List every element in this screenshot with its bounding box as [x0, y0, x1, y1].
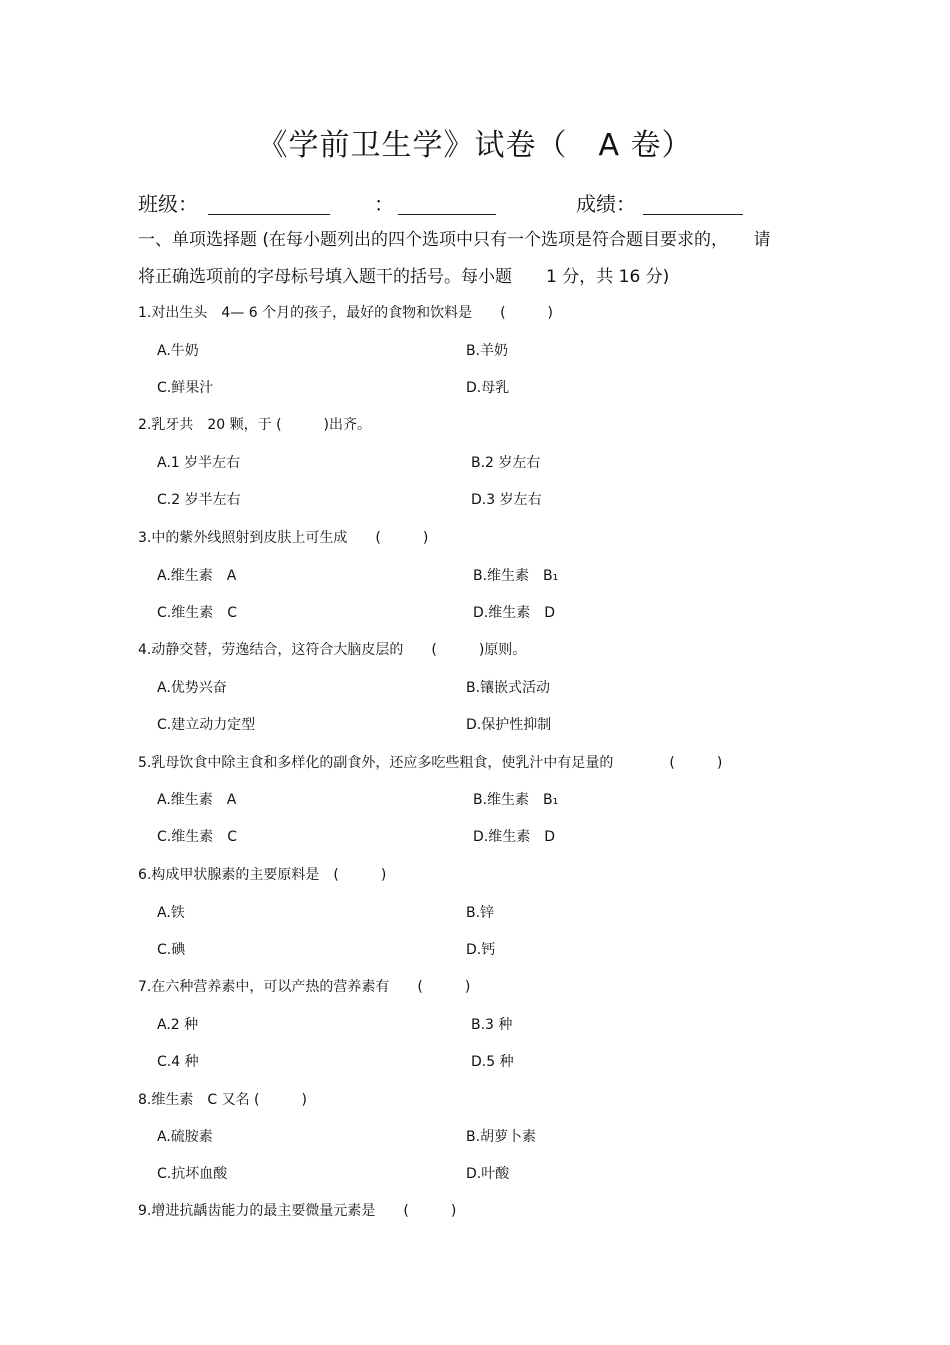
- question-stem: 2.乳牙共 20 颗，于 ( )出齐。: [138, 417, 371, 433]
- question-stem: 5.乳母饮食中除主食和多样化的副食外，还应多吃些粗食，使乳汁中有足量的 ( ): [138, 755, 723, 771]
- option-d: D.维生素 D: [473, 605, 556, 621]
- question-stem: 7.在六种营养素中，可以产热的营养素有 ( ): [138, 979, 471, 995]
- option-c: C.碘: [157, 942, 186, 958]
- section-heading-line-1: 一、单项选择题 (在每小题列出的四个选项中只有一个选项是符合题目要求的， 请: [138, 230, 771, 250]
- question-stem: 9.增进抗龋齿能力的最主要微量元素是 ( ): [138, 1203, 457, 1219]
- name-blank: [398, 214, 496, 215]
- option-d: D.钙: [466, 942, 496, 958]
- option-a: A.铁: [157, 905, 185, 921]
- option-c: C.2 岁半左右: [157, 492, 241, 508]
- option-a: A.维生素 A: [157, 792, 237, 808]
- option-b: B.2 岁左右: [471, 455, 541, 471]
- option-b: B.维生素 B₁: [473, 792, 559, 808]
- option-c: C.维生素 C: [157, 605, 238, 621]
- name-label: ：: [374, 192, 394, 216]
- section-heading-line-2: 将正确选项前的字母标号填入题干的括号。每小题 1 分，共 16 分): [138, 267, 670, 287]
- class-label: 班级：: [138, 192, 198, 216]
- option-d: D.3 岁左右: [471, 492, 542, 508]
- option-c: C.抗坏血酸: [157, 1166, 228, 1182]
- option-b: B.羊奶: [466, 343, 509, 359]
- option-a: A.2 种: [157, 1017, 199, 1033]
- score-label: 成绩：: [576, 192, 636, 216]
- question-stem: 6.构成甲状腺素的主要原料是 ( ): [138, 867, 387, 883]
- option-b: B.胡萝卜素: [466, 1129, 537, 1145]
- option-a: A.硫胺素: [157, 1129, 213, 1145]
- question-stem: 3.中的紫外线照射到皮肤上可生成 ( ): [138, 530, 429, 546]
- option-a: A.维生素 A: [157, 568, 237, 584]
- option-d: D.维生素 D: [473, 829, 556, 845]
- exam-title: 《学前卫生学》试卷（ A 卷）: [257, 128, 693, 163]
- score-blank: [643, 214, 743, 215]
- option-c: C.鲜果汁: [157, 380, 214, 396]
- option-d: D.叶酸: [466, 1166, 510, 1182]
- option-b: B.镶嵌式活动: [466, 680, 551, 696]
- option-d: D.5 种: [471, 1054, 514, 1070]
- option-a: A.牛奶: [157, 343, 199, 359]
- option-d: D.保护性抑制: [466, 717, 552, 733]
- question-stem: 4.动静交替，劳逸结合，这符合大脑皮层的 ( )原则。: [138, 642, 527, 658]
- option-a: A.1 岁半左右: [157, 455, 241, 471]
- option-b: B.3 种: [471, 1017, 513, 1033]
- option-c: C.维生素 C: [157, 829, 238, 845]
- option-b: B.锌: [466, 905, 495, 921]
- option-c: C.建立动力定型: [157, 717, 256, 733]
- option-c: C.4 种: [157, 1054, 199, 1070]
- question-stem: 1.对出生头 4— 6 个月的孩子，最好的食物和饮料是 ( ): [138, 305, 553, 321]
- class-blank: [208, 214, 330, 215]
- option-a: A.优势兴奋: [157, 680, 227, 696]
- option-d: D.母乳: [466, 380, 510, 396]
- student-info-row: [138, 188, 818, 220]
- option-b: B.维生素 B₁: [473, 568, 559, 584]
- question-stem: 8.维生素 C 又名 ( ): [138, 1092, 307, 1108]
